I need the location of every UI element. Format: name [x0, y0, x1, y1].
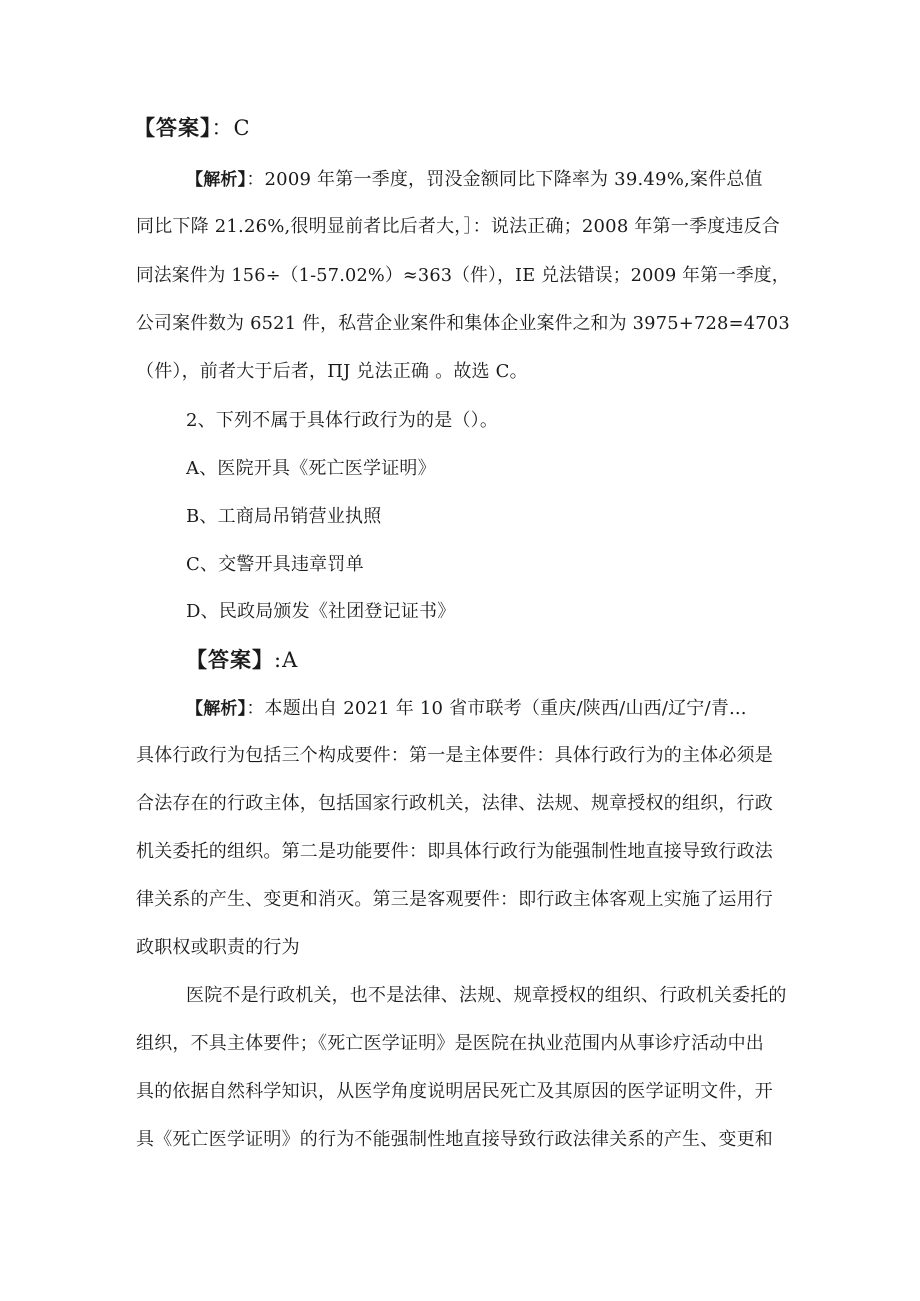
q1-analysis-line-1	[186, 169, 763, 191]
q1-analysis-label: 【解析】	[186, 170, 247, 190]
q2-paragraph-line-1: 医院不是行政机关，也不是法律、法规、规章授权的组织、行政机关委托的	[186, 985, 787, 1006]
q2-answer-label: 【答案】	[186, 648, 274, 672]
q1-answer-value: ：C	[211, 116, 251, 140]
q2-analysis-line-3: 合法存在的行政主体，包括国家行政机关，法律、法规、规章授权的组织，行政	[136, 793, 773, 814]
q2-analysis-line-4: 机关委托的组织。第二是功能要件：即具体行政行为能强制性地直接导致行政法	[136, 841, 773, 862]
q2-analysis-line-5: 律关系的产生、变更和消灭。第三是客观要件：即行政主体客观上实施了运用行	[136, 889, 773, 910]
q2-paragraph-line-3: 具的依据自然科学知识，从医学角度说明居民死亡及其原因的医学证明文件，开	[136, 1081, 773, 1102]
q2-analysis-line-2: 具体行政行为包括三个构成要件：第一是主体要件：具体行政行为的主体必须是	[136, 745, 773, 766]
q1-answer	[134, 117, 251, 139]
q2-analysis-line-1	[186, 698, 747, 720]
q2-analysis-label: 【解析】	[186, 699, 247, 719]
q2-paragraph-line-4: 具《死亡医学证明》的行为不能强制性地直接导致行政法律关系的产生、变更和	[136, 1129, 773, 1150]
q2-analysis-line-6: 政职权或职责的行为	[136, 937, 300, 958]
q2-answer	[186, 649, 298, 671]
q2-option-b: B、工商局吊销营业执照	[186, 506, 382, 527]
q1-analysis-line-5: （件），前者大于后者，ΠJ 兑法正确 。故选 C。	[136, 361, 528, 382]
q1-analysis-line-2: 同比下降 21.26%,很明显前者比后者大，］：说法正确；2008 年第一季度违反合	[136, 216, 781, 237]
q2-option-c: C、交警开具违章罚单	[186, 554, 364, 575]
q2-option-a: A、医院开具《死亡医学证明》	[186, 458, 436, 479]
q1-analysis-line-3: 同法案件为 156÷（1-57.02%）≈363（件），IE 兑法错误；2009 年第一季度，	[136, 265, 790, 286]
q2-option-d: D、民政局颁发《社团登记证书》	[186, 601, 456, 622]
q2-analysis-text-1: ：本题出自 2021 年 10 省市联考（重庆/陕西/山西/辽宁/青...	[246, 698, 747, 719]
q2-paragraph-line-2: 组织，不具主体要件；《死亡医学证明》是医院在执业范围内从事诊疗活动中出	[136, 1033, 764, 1054]
q1-analysis-text-1: ：2009 年第一季度，罚没金额同比下降率为 39.49%,案件总值	[246, 169, 763, 190]
q1-answer-label: 【答案】	[134, 116, 212, 140]
q2-answer-value: :A	[274, 648, 299, 672]
q2-question: 2、下列不属于具体行政行为的是（）。	[186, 410, 499, 431]
q1-analysis-line-4: 公司案件数为 6521 件，私营企业案件和集体企业案件之和为 3975+728=4703	[136, 313, 790, 334]
